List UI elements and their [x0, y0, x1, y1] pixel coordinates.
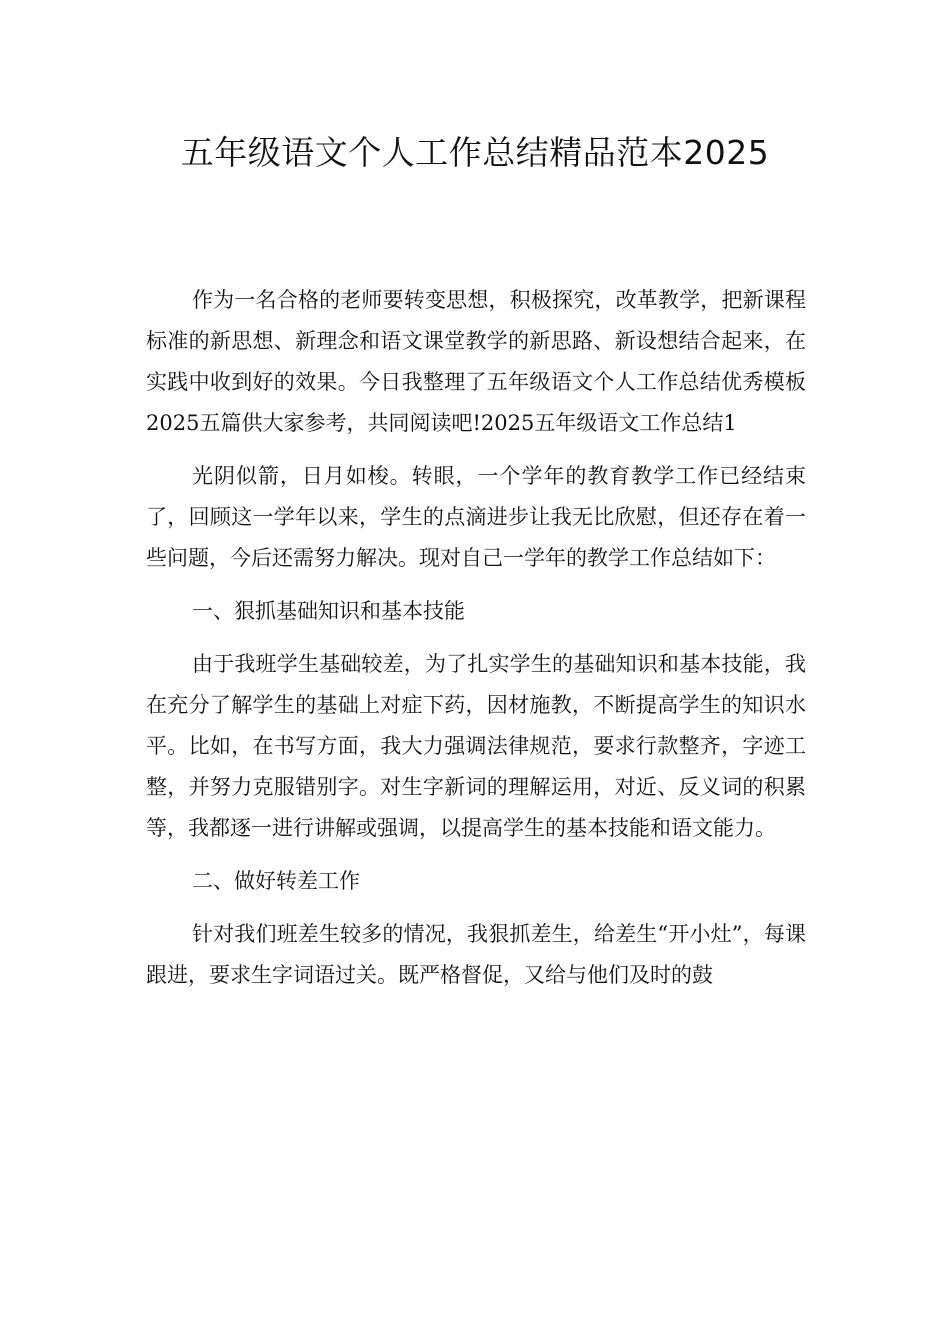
section-heading-1: 一、狠抓基础知识和基本技能	[192, 599, 465, 623]
paragraph-section-1: 由于我班学生基础较差，为了扎实学生的基础知识和基本技能，我在充分了解学生的基础上对症下药，因材施教，不断提高学生的知识水平。比如，在书写方面，我大力强调法律规范，要求行款整齐，字迹工整，并努力克服错别字。对生字新词的理解运用，对近、反义词的积累等，我都逐一进行讲解或强调，以提高学生的基本技能和语文能力。	[146, 652, 806, 840]
section-heading-2: 二、做好转差工作	[192, 869, 360, 893]
paragraph-overview: 光阴似箭，日月如梭。转眼，一个学年的教育教学工作已经结束了，回顾这一学年以来，学生的点滴进步让我无比欣慰，但还存在着一些问题，今后还需努力解决。现对自己一学年的教学工作总结如下：	[146, 464, 806, 570]
paragraph-section-2: 针对我们班差生较多的情况，我狠抓差生，给差生“开小灶”，每课跟进，要求生字词语过关。既严格督促，又给与他们及时的鼓	[146, 922, 806, 987]
document-title: 五年级语文个人工作总结精品范本2025	[180, 133, 770, 172]
paragraph-intro: 作为一名合格的老师要转变思想，积极探究，改革教学，把新课程标准的新思想、新理念和语文课堂教学的新思路、新设想结合起来，在实践中收到好的效果。今日我整理了五年级语文个人工作总结优秀模板2025五篇供大家参考，共同阅读吧!2025五年级语文工作总结1	[146, 288, 806, 435]
document-body	[146, 280, 806, 996]
